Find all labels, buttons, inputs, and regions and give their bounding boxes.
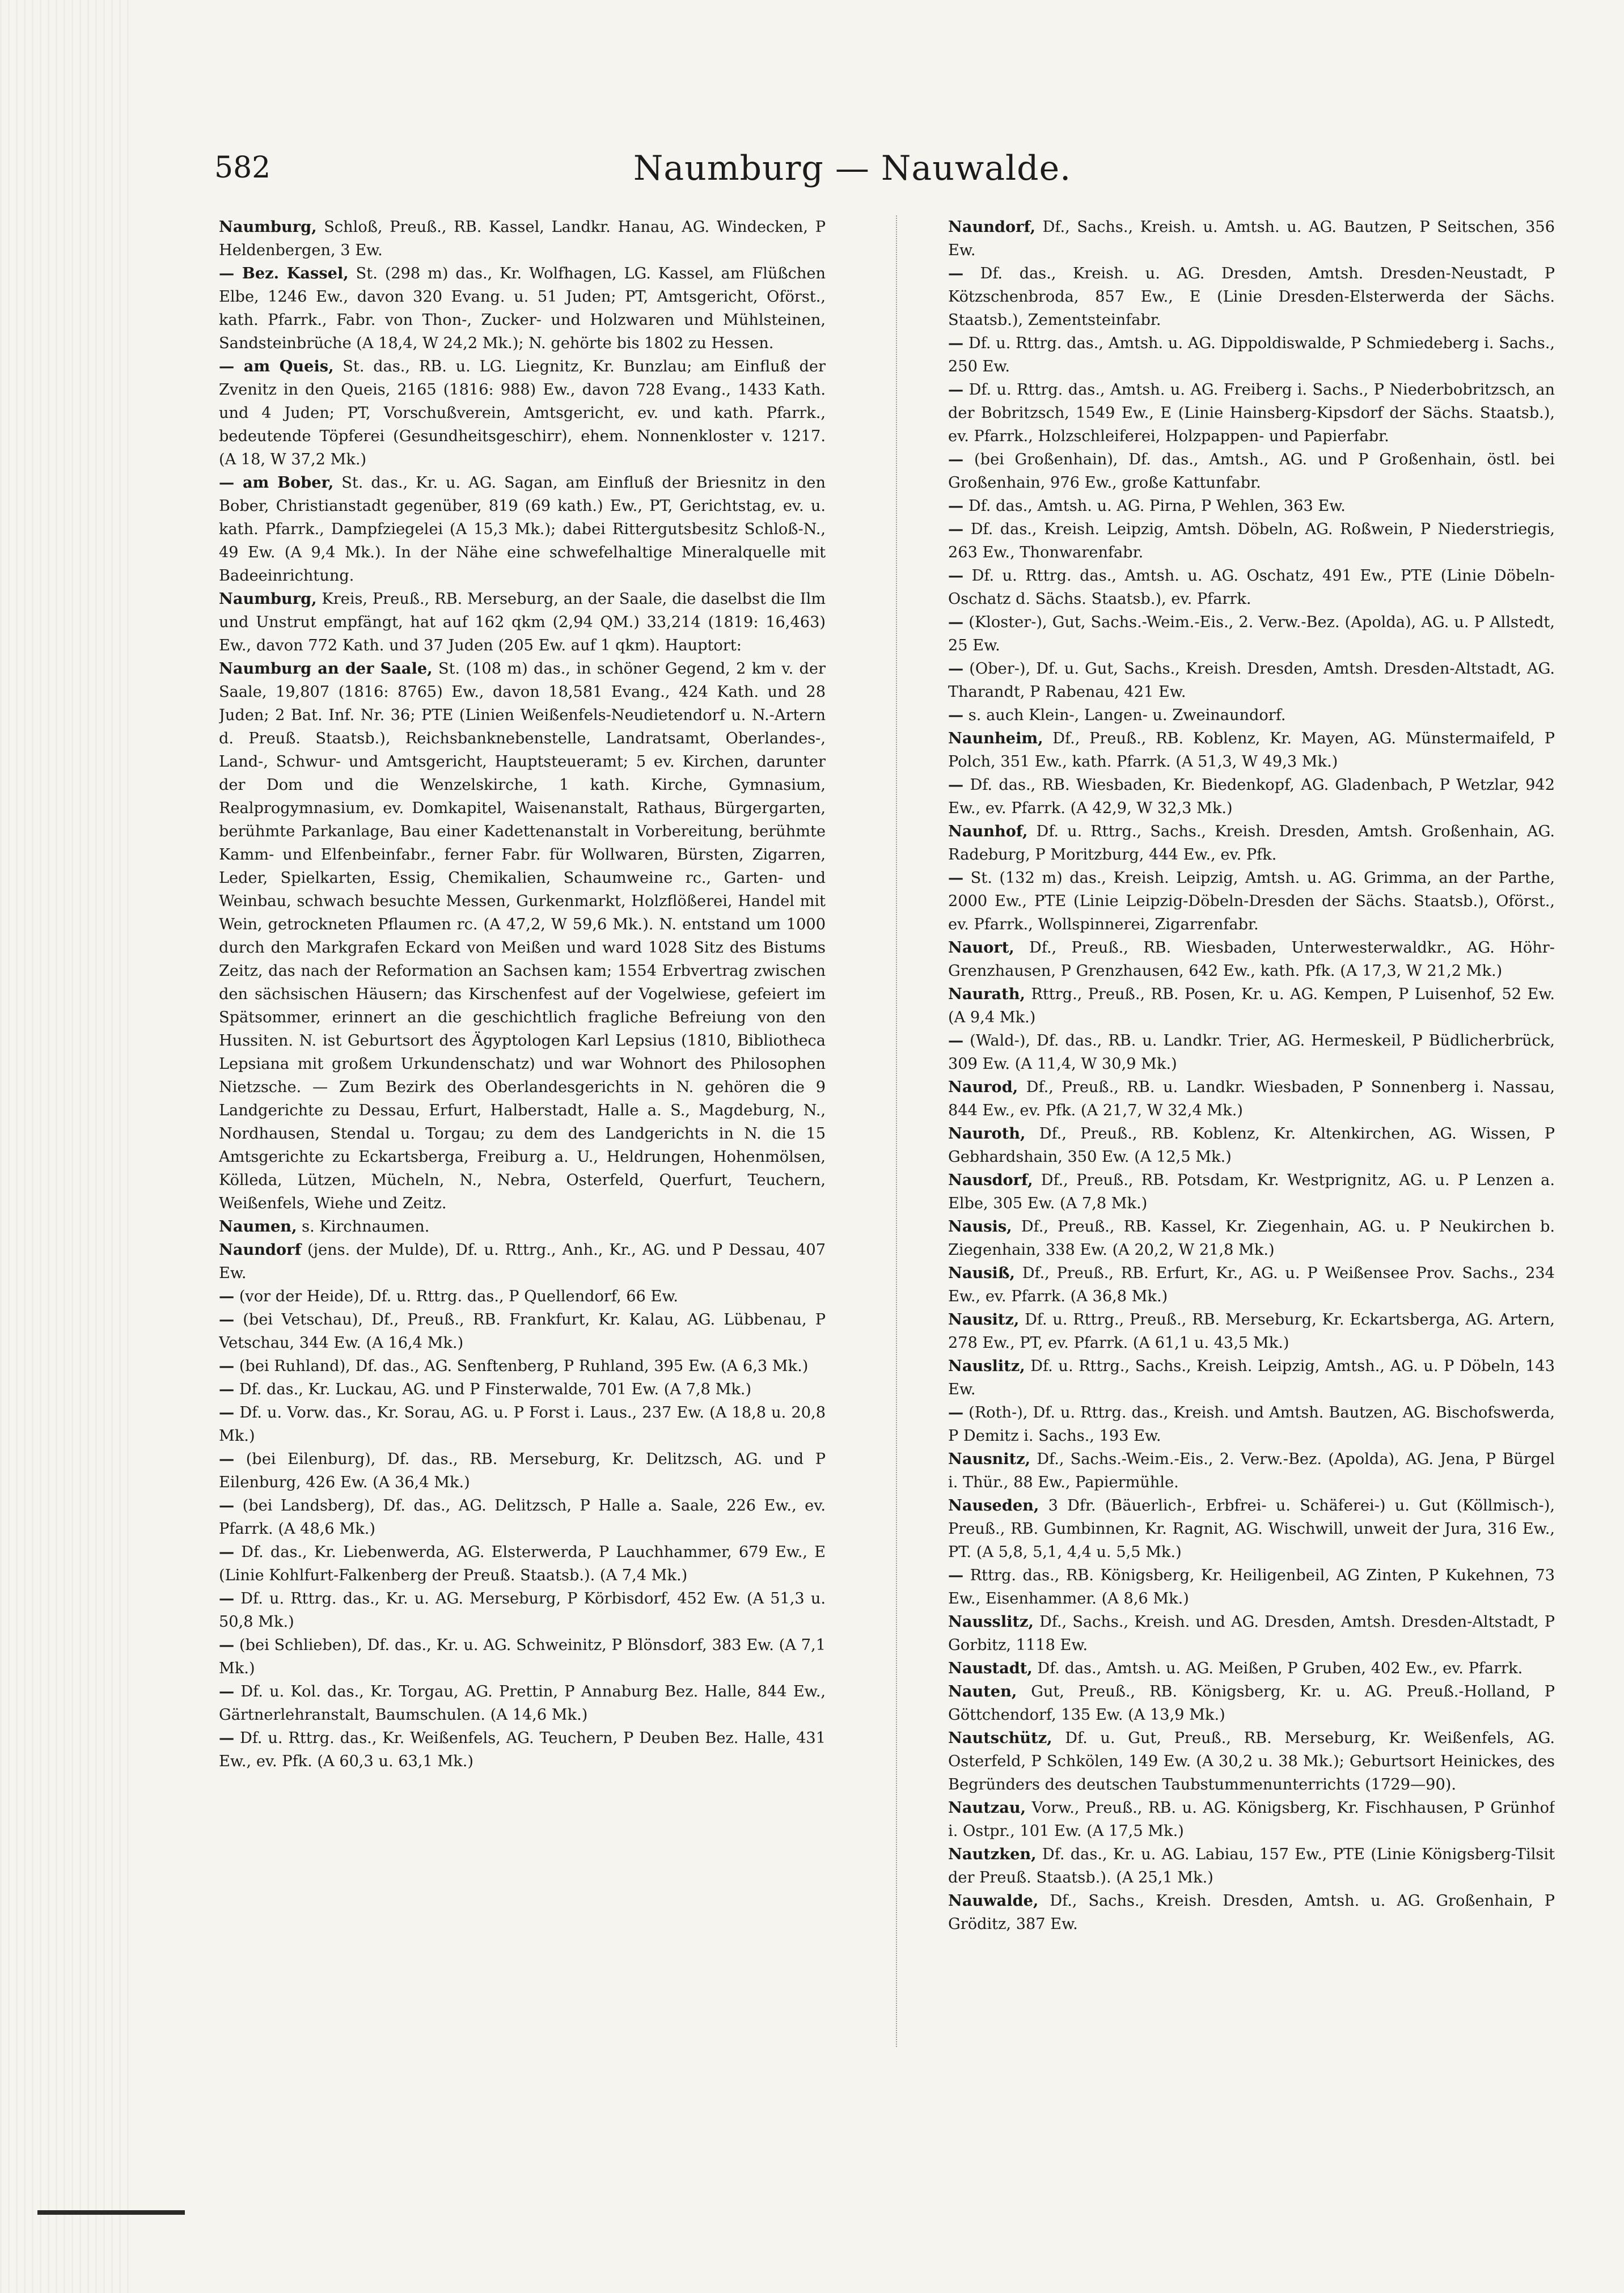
entry-headword: Naunhof, xyxy=(948,822,1028,840)
entry-text: Df., Preuß., RB. Potsdam, Kr. Westprignitz, AG. u. P Lenzen a. Elbe, 305 Ew. (A 7,8 Mk.) xyxy=(948,1171,1555,1212)
gazetteer-entry xyxy=(219,1727,826,1773)
gazetteer-entry xyxy=(219,1541,826,1587)
gazetteer-entry xyxy=(219,1238,826,1285)
entry-headword: — xyxy=(219,1357,235,1375)
gazetteer-entry xyxy=(219,355,826,471)
gazetteer-entry xyxy=(948,1727,1555,1796)
entry-text: Df. das., Kr. Luckau, AG. und P Finsterwalde, 701 Ew. (A 7,8 Mk.) xyxy=(234,1381,752,1398)
entry-headword: Nauwalde, xyxy=(948,1892,1039,1910)
gazetteer-entry xyxy=(948,1308,1555,1355)
entry-text: (vor der Heide), Df. u. Rttrg. das., P Quellendorf, 66 Ew. xyxy=(234,1288,679,1305)
gazetteer-entry xyxy=(219,471,826,587)
entry-text: Df. das., Kreish. u. AG. Dresden, Amtsh. Dresden-Neustadt, P Kötzschenbroda, 857 Ew., E (Linie Dresden-Elsterwerda der Sächs. Staatsb.), Zementsteinfabr. xyxy=(948,265,1555,329)
entry-headword: — xyxy=(948,264,964,282)
entry-headword: Nauten, xyxy=(948,1682,1017,1700)
entry-text: Df. das., Kreish. Leipzig, Amtsh. Döbeln, AG. Roßwein, P Niederstriegis, 263 Ew., Thonwarenfabr. xyxy=(948,521,1555,561)
entry-text: Df., Preuß., RB. Wiesbaden, Unterwesterwaldkr., AG. Höhr-Grenzhausen, P Grenzhausen, 642 Ew., kath. Pfk. (A 17,3, W 21,2 Mk.) xyxy=(948,939,1555,980)
entry-text: Df. u. Rttrg., Preuß., RB. Merseburg, Kr. Eckartsberga, AG. Artern, 278 Ew., PT, ev. Pfarrk. (A 61,1 u. 43,5 Mk.) xyxy=(948,1311,1555,1352)
entry-headword: — am Queis, xyxy=(219,357,334,375)
entry-text: Df. das., Amtsh. u. AG. Pirna, P Wehlen, 363 Ew. xyxy=(963,497,1346,515)
entry-text: Rttrg. das., RB. Königsberg, Kr. Heiligenbeil, AG Zinten, P Kukehnen, 73 Ew., Eisenhammer. (A 8,6 Mk.) xyxy=(948,1567,1555,1607)
entry-headword: Naundorf xyxy=(219,1241,302,1259)
entry-headword: Nautzau, xyxy=(948,1799,1026,1817)
gazetteer-entry xyxy=(948,518,1555,564)
gazetteer-entry xyxy=(948,1889,1555,1936)
entry-text: Gut, Preuß., RB. Königsberg, Kr. u. AG. Preuß.-Holland, P Göttchendorf, 135 Ew. (A 13,9 Mk.) xyxy=(948,1683,1555,1724)
entry-text: Df. u. Rttrg. das., Amtsh. u. AG. Dippoldiswalde, P Schmiedeberg i. Sachs., 250 Ew. xyxy=(948,335,1555,375)
entry-text: Df. das., Kr. Liebenwerda, AG. Elsterwerda, P Lauchhammer, 679 Ew., E (Linie Kohlfurt-Falkenberg der Preuß. Staatsb.). (A 7,4 Mk.) xyxy=(219,1543,826,1584)
gazetteer-entry xyxy=(948,1401,1555,1448)
entry-text: Df., Preuß., RB. Koblenz, Kr. Mayen, AG. Münstermaifeld, P Polch, 351 Ew., kath. Pfarrk. (A 51,3, W 49,3 Mk.) xyxy=(948,730,1555,771)
gazetteer-entry xyxy=(219,1494,826,1541)
entry-headword: — am Bober, xyxy=(219,473,334,492)
entry-headword: Nautschütz, xyxy=(948,1729,1052,1747)
gazetteer-entry xyxy=(948,448,1555,494)
entry-text: Df. u. Kol. das., Kr. Torgau, AG. Prettin, P Annaburg Bez. Halle, 844 Ew., Gärtnerlehranstalt, Baumschulen. (A 14,6 Mk.) xyxy=(219,1683,826,1724)
entry-text: (Kloster-), Gut, Sachs.-Weim.-Eis., 2. Verw.-Bez. (Apolda), AG. u. P Allstedt, 25 Ew. xyxy=(948,614,1555,654)
gazetteer-entry xyxy=(948,866,1555,936)
gazetteer-entry xyxy=(948,704,1555,727)
entry-headword: — xyxy=(948,1031,964,1050)
entry-headword: — xyxy=(219,1496,235,1514)
entry-headword: — xyxy=(948,659,964,678)
gazetteer-entry xyxy=(948,727,1555,773)
gazetteer-entry xyxy=(948,773,1555,820)
entry-text: s. Kirchnaumen. xyxy=(297,1218,430,1236)
gazetteer-entry xyxy=(948,378,1555,448)
entry-text: Df., Preuß., RB. Erfurt, Kr., AG. u. P Weißensee Prov. Sachs., 234 Ew., ev. Pfarrk. (A 36,8 Mk.) xyxy=(948,1264,1555,1305)
entry-text: Df. das., RB. Wiesbaden, Kr. Biedenkopf, AG. Gladenbach, P Wetzlar, 942 Ew., ev. Pfarrk. (A 42,9, W 32,3 Mk.) xyxy=(948,776,1555,817)
entry-headword: Naumburg, xyxy=(219,590,317,608)
entry-headword: Nausis, xyxy=(948,1217,1012,1236)
entry-headword: Nauseden, xyxy=(948,1496,1039,1514)
column-divider xyxy=(896,215,897,2047)
entry-headword: Nausiß, xyxy=(948,1264,1015,1282)
gazetteer-entry xyxy=(948,494,1555,518)
entry-headword: — xyxy=(948,380,964,399)
entry-text: (bei Eilenburg), Df. das., RB. Merseburg, Kr. Delitzsch, AG. und P Eilenburg, 426 Ew. (A 36,4 Mk.) xyxy=(219,1450,826,1491)
entry-headword: — xyxy=(219,1729,235,1747)
entry-text: Df. das., Amtsh. u. AG. Meißen, P Gruben, 402 Ew., ev. Pfarrk. xyxy=(1032,1660,1523,1677)
entry-headword: — xyxy=(219,1450,235,1468)
entry-headword: — xyxy=(219,1589,235,1607)
gazetteer-entry xyxy=(948,1076,1555,1122)
entry-headword: Naumburg, xyxy=(219,218,317,236)
entry-headword: Naumburg an der Saale, xyxy=(219,659,433,678)
gazetteer-entry xyxy=(948,1355,1555,1401)
gazetteer-entry xyxy=(948,820,1555,866)
entry-headword: Nausdorf, xyxy=(948,1171,1033,1189)
gazetteer-entry xyxy=(948,1122,1555,1169)
entry-text: (bei Ruhland), Df. das., AG. Senftenberg, P Ruhland, 395 Ew. (A 6,3 Mk.) xyxy=(234,1357,809,1375)
entry-text: (Ober-), Df. u. Gut, Sachs., Kreish. Dresden, Amtsh. Dresden-Altstadt, AG. Tharandt, P Rabenau, 421 Ew. xyxy=(948,660,1555,701)
entry-headword: — xyxy=(219,1380,235,1398)
gazetteer-entry xyxy=(219,1308,826,1355)
entry-text: Df., Sachs., Kreish. und AG. Dresden, Amtsh. Dresden-Altstadt, P Gorbitz, 1118 Ew. xyxy=(948,1613,1555,1654)
gazetteer-entry xyxy=(948,1843,1555,1889)
entry-text: s. auch Klein-, Langen- u. Zweinaundorf. xyxy=(963,706,1286,724)
entry-headword: — xyxy=(219,1403,235,1422)
entry-text: Vorw., Preuß., RB. u. AG. Königsberg, Kr. Fischhausen, P Grünhof i. Ostpr., 101 Ew. (A 17,5 Mk.) xyxy=(948,1799,1555,1840)
gazetteer-entry xyxy=(948,1657,1555,1680)
right-column xyxy=(948,215,1555,2041)
entry-headword: — xyxy=(948,613,964,631)
gazetteer-entry xyxy=(219,215,826,262)
entry-headword: Nausitz, xyxy=(948,1310,1020,1329)
gazetteer-entry xyxy=(219,1587,826,1634)
entry-headword: Nausslitz, xyxy=(948,1613,1034,1631)
gazetteer-entry xyxy=(948,983,1555,1029)
entry-text: Df., Preuß., RB. Kassel, Kr. Ziegenhain, AG. u. P Neukirchen b. Ziegenhain, 338 Ew. (A 20,2, W 21,8 Mk.) xyxy=(948,1218,1555,1259)
gazetteer-entry xyxy=(219,262,826,355)
gazetteer-entry xyxy=(948,1564,1555,1610)
gazetteer-entry xyxy=(948,1680,1555,1727)
page-header xyxy=(214,149,1490,200)
entry-text: (Roth-), Df. u. Rttrg. das., Kreish. und Amtsh. Bautzen, AG. Bischofswerda, P Demitz i. Sachs., 193 Ew. xyxy=(948,1404,1555,1445)
gazetteer-entry xyxy=(948,1029,1555,1076)
gazetteer-entry xyxy=(219,1355,826,1378)
entry-headword: — xyxy=(219,1543,235,1561)
entry-headword: Naunheim, xyxy=(948,729,1043,747)
gazetteer-entry xyxy=(948,564,1555,611)
gazetteer-entry xyxy=(948,262,1555,332)
gazetteer-entry xyxy=(948,1448,1555,1494)
entry-text: (bei Vetschau), Df., Preuß., RB. Frankfurt, Kr. Kalau, AG. Lübbenau, P Vetschau, 344 Ew. (A 16,4 Mk.) xyxy=(219,1311,826,1352)
entry-headword: — xyxy=(219,1310,235,1329)
entry-text: Df. u. Rttrg. das., Amtsh. u. AG. Oschatz, 491 Ew., PTE (Linie Döbeln-Oschatz d. Sächs. Staatsb.), ev. Pfarrk. xyxy=(948,567,1555,608)
entry-headword: — xyxy=(948,869,964,887)
gazetteer-entry xyxy=(219,657,826,1215)
gazetteer-entry xyxy=(219,1448,826,1494)
entry-headword: Nauort, xyxy=(948,938,1014,957)
gazetteer-entry xyxy=(219,587,826,657)
scan-margin xyxy=(0,0,130,2293)
gazetteer-entry xyxy=(948,215,1555,262)
gazetteer-entry xyxy=(948,1796,1555,1843)
entry-headword: Nauroth, xyxy=(948,1124,1026,1143)
entry-text: Schloß, Preuß., RB. Kassel, Landkr. Hanau, AG. Windecken, P Heldenbergen, 3 Ew. xyxy=(219,218,826,259)
gazetteer-entry xyxy=(948,1169,1555,1215)
entry-text: Rttrg., Preuß., RB. Posen, Kr. u. AG. Kempen, P Luisenhof, 52 Ew. (A 9,4 Mk.) xyxy=(948,985,1555,1026)
entry-text: 3 Dfr. (Bäuerlich-, Erbfrei- u. Schäferei-) u. Gut (Köllmisch-), Preuß., RB. Gumbinnen, Kr. Ragnit, AG. Wischwill, unweit der Jura, 316 Ew., PT. (A 5,8, 5,1, 4,4 u. 5,5 Mk.) xyxy=(948,1497,1555,1561)
gazetteer-entry xyxy=(219,1634,826,1680)
gazetteer-entry xyxy=(948,611,1555,657)
entry-text: St. (108 m) das., in schöner Gegend, 2 km v. der Saale, 19,807 (1816: 8765) Ew., davon 18,581 Evang., 424 Kath. und 28 Juden; 2 Bat. Inf. Nr. 36; PTE (Linien Weißenfels-Neudietendorf u. N.-Artern d. Preuß. Staatsb.), Reichsbanknebenstelle, Landratsamt, Oberlandes-, Land-, Schwur- und Amtsgericht, Hauptsteueramt; 5 ev. Kirchen, darunter der Dom und die Wenzelskirche, 1 kath. Kirche, Gymnasium, Realprogymnasium, ev. Domkapitel, Waisenanstalt, Rathaus, Bürgergarten, berühmte Parkanlage, Bau einer Kadettenanstalt in Vorbereitung, berühmte Kamm- und Elfenbeinfabr., ferner Fabr. für Wollwaren, Bürsten, Zigarren, Leder, Spielkarten, Essig, Chemikalien, Schaumweine rc., Garten- und Weinbau, schwach besuchte Messen, Gurkenmarkt, Holzflößerei, Handel mit Wein, getrockneten Pflaumen rc. (A 47,2, W 59,6 Mk.). N. entstand um 1000 durch den Markgrafen Eckard von Meißen und ward 1028 Sitz des Bistums Zeitz, das nach der Reformation an Sachsen kam; 1554 Erbvertrag zwischen den sächsischen Häusern; das Kirschenfest auf der Vogelwiese, gefeiert im Spätsommer, erinnert an die geschichtlich fragliche Befreiung von den Hussiten. N. ist Geburtsort des Ägyptologen Karl Lepsius (1810, Bibliotheca Lepsiana mit großem Urkundenschatz) und war Wohnort des Philosophen Nietzsche. — Zum Bezirk des Oberlandesgerichts in N. gehören die 9 Landgerichte zu Dessau, Erfurt, Halberstadt, Halle a. S., Magdeburg, N., Nordhausen, Stendal u. Torgau; zu dem des Landgerichts in N. die 15 Amtsgerichte zu Eckartsberga, Freiburg a. U., Heldrungen, Hohenmölsen, Kölleda, Lützen, Mücheln, N., Nebra, Osterfeld, Querfurt, Teuchern, Weißenfels, Wiehe und Zeitz. xyxy=(219,660,826,1212)
entry-text: St. (132 m) das., Kreish. Leipzig, Amtsh. u. AG. Grimma, an der Parthe, 2000 Ew., PTE (Linie Leipzig-Döbeln-Dresden der Sächs. Staatsb.), Oförst., ev. Pfarrk., Wollspinnerei, Zigarrenfabr. xyxy=(948,869,1555,933)
gazetteer-entry xyxy=(219,1378,826,1401)
entry-headword: Naumen, xyxy=(219,1217,297,1236)
gazetteer-entry xyxy=(948,657,1555,704)
entry-text: St. (298 m) das., Kr. Wolfhagen, LG. Kassel, am Flüßchen Elbe, 1246 Ew., davon 320 Evang. u. 51 Juden; PT, Amtsgericht, Oförst., kath. Pfarrk., Fabr. von Thon-, Zucker- und Holzwaren und Mühlsteinen, Sandsteinbrüche (A 18,4, W 24,2 Mk.); N. gehörte bis 1802 zu Hessen. xyxy=(219,265,826,352)
entry-headword: — xyxy=(219,1287,235,1305)
scan-bottom-rule xyxy=(37,2210,185,2215)
entry-headword: Nauslitz, xyxy=(948,1357,1025,1375)
entry-text: Df. u. Vorw. das., Kr. Sorau, AG. u. P Forst i. Laus., 237 Ew. (A 18,8 u. 20,8 Mk.) xyxy=(219,1404,826,1445)
entry-text: Df., Sachs., Kreish. u. Amtsh. u. AG. Bautzen, P Seitschen, 356 Ew. xyxy=(948,218,1555,259)
gazetteer-entry xyxy=(948,1610,1555,1657)
entry-headword: Naurath, xyxy=(948,985,1025,1003)
entry-text: St. das., RB. u. LG. Liegnitz, Kr. Bunzlau; am Einfluß der Zvenitz in den Queis, 2165 (1816: 988) Ew., davon 728 Evang., 1433 Kath. und 4 Juden; PT, Vorschußverein, Amtsgericht, ev. und kath. Pfarrk., bedeutende Töpferei (Gesundheitsgeschirr), ehem. Nonnenkloster v. 1217. (A 18, W 37,2 Mk.) xyxy=(219,358,826,468)
gazetteer-entry xyxy=(948,936,1555,983)
entry-text: Df. u. Rttrg. das., Amtsh. u. AG. Freiberg i. Sachs., P Niederbobritzsch, an der Bobritzsch, 1549 Ew., E (Linie Hainsberg-Kipsdorf der Sächs. Staatsb.), ev. Pfarrk., Holzschleiferei, Holzpappen- und Papierfabr. xyxy=(948,381,1555,445)
entry-headword: — xyxy=(948,450,964,468)
entry-text: Df. das., Kr. u. AG. Labiau, 157 Ew., PTE (Linie Königsberg-Tilsit der Preuß. Staatsb.). (A 25,1 Mk.) xyxy=(948,1846,1555,1886)
entry-text: (Wald-), Df. das., RB. u. Landkr. Trier, AG. Hermeskeil, P Büdlicherbrück, 309 Ew. (A 11,4, W 30,9 Mk.) xyxy=(948,1032,1555,1073)
entry-text: Df., Sachs., Kreish. Dresden, Amtsh. u. AG. Großenhain, P Gröditz, 387 Ew. xyxy=(948,1892,1555,1933)
entry-headword: — xyxy=(948,334,964,352)
left-column xyxy=(219,215,826,2041)
entry-text: St. das., Kr. u. AG. Sagan, am Einfluß der Briesnitz in den Bober, Christianstadt gegenüber, 819 (69 kath.) Ew., PT, Gerichtstag, ev. u. kath. Pfarrk., Dampfziegelei (A 15,3 Mk.); dabei Rittergutsbesitz Schloß-N., 49 Ew. (A 9,4 Mk.). In der Nähe eine schwefelhaltige Mineralquelle mit Badeeinrichtung. xyxy=(219,474,826,585)
gazetteer-entry xyxy=(948,1494,1555,1564)
entry-headword: Naurod, xyxy=(948,1078,1018,1096)
gazetteer-entry xyxy=(948,1215,1555,1262)
entry-headword: — xyxy=(219,1636,235,1654)
entry-text: Kreis, Preuß., RB. Merseburg, an der Saale, die daselbst die Ilm und Unstrut empfängt, hat auf 162 qkm (2,94 QM.) 33,214 (1819: 16,463) Ew., davon 772 Kath. und 37 Juden (205 Ew. auf 1 qkm). Hauptort: xyxy=(219,590,826,654)
entry-headword: — xyxy=(948,776,964,794)
gazetteer-entry xyxy=(219,1401,826,1448)
entry-text: Df., Preuß., RB. u. Landkr. Wiesbaden, P Sonnenberg i. Nassau, 844 Ew., ev. Pfk. (A 21,7, W 32,4 Mk.) xyxy=(948,1078,1555,1119)
gazetteer-entry xyxy=(219,1285,826,1308)
gazetteer-entry xyxy=(948,1262,1555,1308)
entry-text: (jens. der Mulde), Df. u. Rttrg., Anh., Kr., AG. und P Dessau, 407 Ew. xyxy=(219,1241,826,1282)
entry-headword: — xyxy=(948,1566,964,1584)
entry-text: Df. u. Rttrg., Sachs., Kreish. Dresden, Amtsh. Großenhain, AG. Radeburg, P Moritzburg, 444 Ew., ev. Pfk. xyxy=(948,823,1555,864)
page-number: 582 xyxy=(214,151,271,185)
gazetteer-entry xyxy=(948,332,1555,378)
entry-text: Df., Preuß., RB. Koblenz, Kr. Altenkirchen, AG. Wissen, P Gebhardshain, 350 Ew. (A 12,5 Mk.) xyxy=(948,1125,1555,1166)
entry-text: (bei Schlieben), Df. das., Kr. u. AG. Schweinitz, P Blönsdorf, 383 Ew. (A 7,1 Mk.) xyxy=(219,1636,826,1677)
entry-headword: Nautzken, xyxy=(948,1845,1037,1863)
entry-text: Df. u. Rttrg. das., Kr. Weißenfels, AG. Teuchern, P Deuben Bez. Halle, 431 Ew., ev. Pfk. (A 60,3 u. 63,1 Mk.) xyxy=(219,1729,826,1770)
entry-headword: Nausnitz, xyxy=(948,1450,1031,1468)
entry-text: Df. u. Rttrg. das., Kr. u. AG. Merseburg, P Körbisdorf, 452 Ew. (A 51,3 u. 50,8 Mk.) xyxy=(219,1590,826,1631)
entry-text: (bei Landsberg), Df. das., AG. Delitzsch, P Halle a. Saale, 226 Ew., ev. Pfarrk. (A 48,6 Mk.) xyxy=(219,1497,826,1538)
entry-headword: Naundorf, xyxy=(948,218,1036,236)
entry-text: (bei Großenhain), Df. das., Amtsh., AG. und P Großenhain, östl. bei Großenhain, 976 Ew., große Kattunfabr. xyxy=(948,451,1555,492)
gazetteer-entry xyxy=(219,1680,826,1727)
entry-headword: — xyxy=(948,1403,964,1422)
gazetteer-entry xyxy=(219,1215,826,1238)
running-title: Naumburg — Nauwalde. xyxy=(633,149,1072,188)
entry-text: Df., Sachs.-Weim.-Eis., 2. Verw.-Bez. (Apolda), AG. Jena, P Bürgel i. Thür., 88 Ew., Papiermühle. xyxy=(948,1450,1555,1491)
entry-headword: — xyxy=(948,520,964,538)
entry-headword: — xyxy=(948,566,964,585)
entry-headword: — xyxy=(948,706,964,724)
entry-headword: — xyxy=(948,497,964,515)
entry-text: Df. u. Rttrg., Sachs., Kreish. Leipzig, Amtsh., AG. u. P Döbeln, 143 Ew. xyxy=(948,1357,1555,1398)
entry-headword: — Bez. Kassel, xyxy=(219,264,349,282)
entry-text: Df. u. Gut, Preuß., RB. Merseburg, Kr. Weißenfels, AG. Osterfeld, P Schkölen, 149 Ew. (A 30,2 u. 38 Mk.); Geburtsort Heinickes, des Begründers des deutschen Taubstummenunterrichts (1729—90). xyxy=(948,1729,1555,1793)
entry-headword: Naustadt, xyxy=(948,1659,1033,1677)
entry-headword: — xyxy=(219,1682,235,1700)
